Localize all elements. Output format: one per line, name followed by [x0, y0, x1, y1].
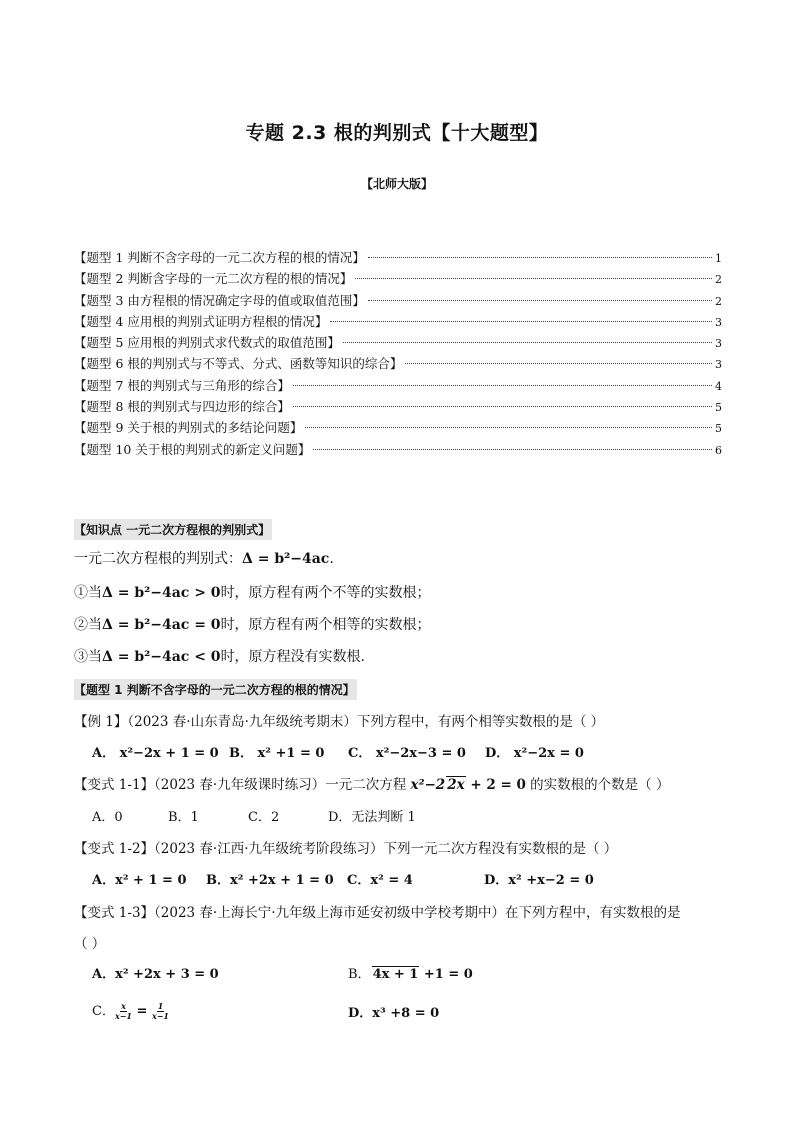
- option-b-suffix: +1 = 0: [419, 967, 473, 982]
- toc-item[interactable]: [74, 439, 722, 460]
- variant1-2-option-a[interactable]: A．x² + 1 = 0: [92, 873, 187, 888]
- variant1-1-option-d[interactable]: D．无法判断 1: [328, 810, 416, 825]
- fraction-numerator: x: [121, 1001, 126, 1011]
- definition-formula: Δ = b²−4ac: [242, 551, 330, 567]
- toc-item-label: 【题型 8 根的判别式与四边形的综合】: [74, 399, 290, 415]
- option-b-sqrt: 4x + 1: [372, 967, 419, 982]
- toc-item-label: 【题型 6 根的判别式与不等式、分式、函数等知识的综合】: [74, 356, 403, 372]
- case-prefix: ①当: [74, 585, 102, 601]
- toc-item-page: 3: [715, 315, 722, 329]
- discriminant-case: [74, 582, 431, 602]
- option-c-fraction-left: [115, 1002, 132, 1021]
- toc-item-page: 5: [715, 401, 722, 415]
- variant1-1-formula-b: + 2 = 0: [465, 777, 526, 793]
- toc-leader: [293, 385, 712, 386]
- toc-leader: [343, 342, 712, 343]
- fraction-denominator: x−1: [151, 1011, 169, 1021]
- toc-leader: [355, 278, 712, 279]
- option-c-prefix: C．: [92, 1004, 115, 1019]
- variant1-3-option-c[interactable]: [92, 1000, 169, 1021]
- case-suffix: 时，原方程有两个不等的实数根；: [220, 585, 431, 601]
- toc-item[interactable]: [74, 375, 722, 396]
- case-suffix: 时，原方程有两个相等的实数根；: [220, 617, 431, 633]
- case-formula: Δ = b²−4ac < 0: [102, 649, 221, 665]
- toc-item-page: 1: [715, 252, 722, 265]
- variant1-2-option-c[interactable]: C．x² = 4: [347, 873, 413, 888]
- variant1-1-stem: [74, 773, 669, 793]
- toc-item-label: 【题型 4 应用根的判别式证明方程根的情况】: [74, 313, 328, 329]
- case-prefix: ②当: [74, 617, 102, 633]
- fraction-numerator: 1: [157, 1001, 164, 1011]
- example1-stem: 【例 1】（2023 春·山东青岛·九年级统考期末）下列方程中，有两个相等实数根的是（ ）: [74, 714, 605, 730]
- discriminant-case: [74, 614, 431, 634]
- variant1-3-option-a[interactable]: A．x² +2x + 3 = 0: [92, 967, 219, 982]
- example1-option-b[interactable]: B． x² +1 = 0: [229, 746, 325, 761]
- example1-option-c[interactable]: C． x²−2x−3 = 0: [348, 746, 466, 761]
- variant1-1-stem-suffix: 的实数根的个数是（ ）: [525, 777, 670, 793]
- toc-item-label: 【题型 9 关于根的判别式的多结论问题】: [74, 420, 303, 436]
- option-c-equals: =: [132, 1004, 152, 1019]
- variant1-3-option-d[interactable]: D．x³ +8 = 0: [348, 1006, 440, 1021]
- variant1-1-stem-prefix: 【变式 1-1】（2023 春·九年级课时练习）一元二次方程: [74, 777, 411, 793]
- case-prefix: ③当: [74, 649, 102, 665]
- variant1-3-option-b[interactable]: [348, 963, 473, 982]
- variant1-1-sqrt: 2x: [447, 777, 465, 793]
- toc-item-page: 2: [715, 294, 722, 308]
- toc-item[interactable]: [74, 247, 722, 268]
- definition-suffix: .: [329, 551, 334, 567]
- definition-prefix: 一元二次方程根的判别式：: [74, 551, 242, 567]
- toc-item-label: 【题型 5 应用根的判别式求代数式的取值范围】: [74, 335, 340, 351]
- fraction-denominator: x−1: [114, 1011, 132, 1021]
- variant1-1-formula-a: x²−2: [410, 777, 446, 793]
- example1-option-a[interactable]: A． x²−2x + 1 = 0: [92, 746, 219, 761]
- knowledge-point-header: 【知识点 一元二次方程根的判别式】: [74, 519, 272, 540]
- toc-item-label: 【题型 10 关于根的判别式的新定义问题】: [74, 441, 311, 457]
- toc-item[interactable]: [74, 268, 722, 289]
- toc-leader: [305, 427, 712, 428]
- toc-item-label: 【题型 1 判断不含字母的一元二次方程的根的情况】: [74, 250, 365, 265]
- variant1-2-stem: 【变式 1-2】（2023 春·江西·九年级统考阶段练习）下列一元二次方程没有实数根的是（ ）: [74, 841, 618, 857]
- toc-item-page: 6: [715, 443, 722, 457]
- toc-item[interactable]: [74, 311, 722, 332]
- discriminant-definition: [74, 548, 334, 568]
- variant1-1-option-b[interactable]: B．1: [168, 810, 199, 825]
- case-suffix: 时，原方程没有实数根.: [220, 649, 366, 665]
- toc-leader: [368, 300, 712, 301]
- variant1-1-option-a[interactable]: A．0: [92, 810, 123, 825]
- toc-item-page: 4: [715, 379, 722, 393]
- variant1-3-stem: 【变式 1-3】（2023 春·上海长宁·九年级上海市延安初级中学校考期中）在下列方程中，有实数根的是: [74, 905, 681, 921]
- toc-leader: [313, 449, 712, 450]
- toc-leader: [405, 363, 712, 364]
- variant1-2-option-d[interactable]: D．x² +x−2 = 0: [484, 873, 594, 888]
- toc-item-label: 【题型 7 根的判别式与三角形的综合】: [74, 377, 290, 393]
- discriminant-case: [74, 646, 365, 666]
- example1-option-d[interactable]: D． x²−2x = 0: [485, 746, 584, 761]
- toc-item-page: 2: [715, 273, 722, 287]
- toc-item[interactable]: [74, 417, 722, 438]
- variant1-3-stem-cont: （ ）: [74, 936, 106, 952]
- option-b-prefix: B．: [348, 967, 371, 982]
- case-formula: Δ = b²−4ac > 0: [102, 585, 221, 601]
- edition-label: 【北师大版】: [360, 177, 433, 191]
- toc-item[interactable]: [74, 332, 722, 353]
- toc-item-label: 【题型 2 判断含字母的一元二次方程的根的情况】: [74, 271, 353, 287]
- toc-leader: [330, 321, 712, 322]
- toc-leader: [293, 406, 712, 407]
- toc-leader: [368, 257, 712, 258]
- toc-item-page: 5: [715, 422, 722, 436]
- type1-header: 【题型 1 判断不含字母的一元二次方程的根的情况】: [74, 679, 357, 700]
- toc-item-label: 【题型 3 由方程根的情况确定字母的值或取值范围】: [74, 292, 365, 308]
- variant1-2-option-b[interactable]: B．x² +2x + 1 = 0: [206, 873, 334, 888]
- toc-item-page: 3: [715, 337, 722, 351]
- table-of-contents: [74, 247, 722, 460]
- case-formula: Δ = b²−4ac = 0: [102, 617, 221, 633]
- variant1-1-option-c[interactable]: C．2: [248, 810, 280, 825]
- toc-item[interactable]: [74, 353, 722, 374]
- page-title: 专题 2.3 根的判别式【十大题型】: [245, 122, 549, 144]
- toc-item[interactable]: [74, 396, 722, 417]
- option-c-fraction-right: [152, 1002, 169, 1021]
- toc-item[interactable]: [74, 290, 722, 311]
- toc-item-page: 3: [715, 358, 722, 372]
